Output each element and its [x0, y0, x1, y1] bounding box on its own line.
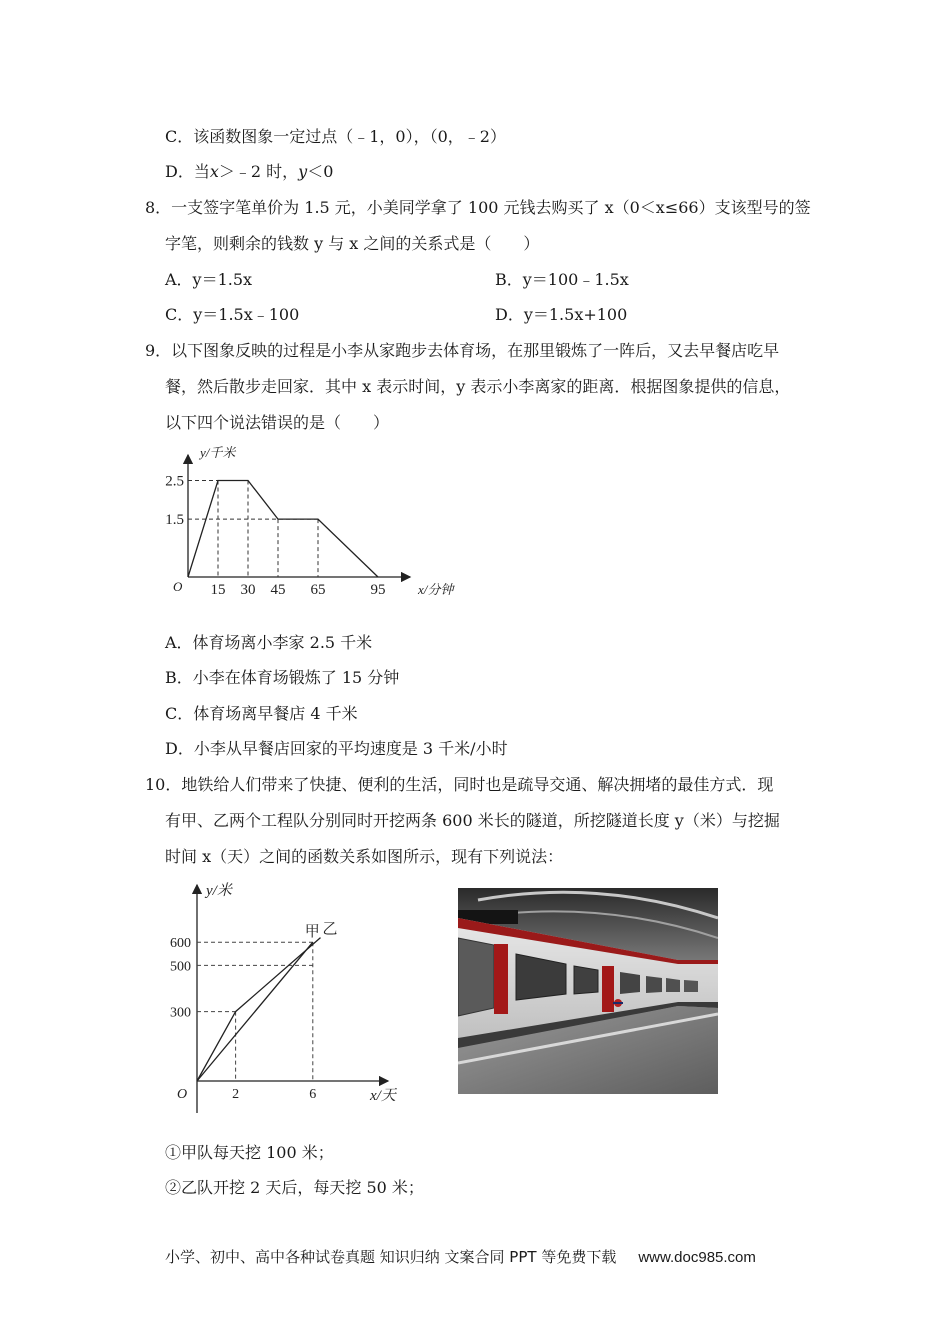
q9-stem-line3: 以下四个说法错误的是（ ） [165, 413, 390, 432]
origin-label: O [177, 1087, 188, 1102]
q8-option-d: D．y＝1.5x+100 [495, 305, 628, 324]
series-label: 乙 [322, 919, 338, 938]
x-tick-label: 6 [309, 1087, 317, 1102]
y-tick-label: 300 [170, 1005, 191, 1021]
x-tick-label: 45 [270, 582, 286, 598]
q10-stem-line3: 时间 x（天）之间的函数关系如图所示，现有下列说法： [165, 847, 564, 866]
series-label: 甲 [304, 922, 320, 941]
q8-option-c: C．y＝1.5x﹣100 [165, 305, 300, 324]
y-tick-label: 2.5 [165, 473, 184, 490]
q9-option-c: C．体育场离早餐店 4 千米 [165, 704, 358, 723]
q10-statement-1: ①甲队每天挖 100 米； [165, 1143, 334, 1162]
q8-option-a: A．y＝1.5x [165, 270, 253, 289]
q10-statement-2: ②乙队开挖 2 天后，每天挖 50 米； [165, 1178, 424, 1197]
q7-option-d: D．当x＞﹣2 时，y＜0 [165, 162, 334, 181]
q8-stem-line1: 8．一支签字笔单价为 1.5 元，小美同学拿了 100 元钱去购买了 x（0＜x≤66）支该型号的签 [145, 198, 811, 217]
q7-option-c: C．该函数图象一定过点（﹣1，0），（0，﹣2） [165, 127, 506, 146]
q9-stem-line1: 9．以下图象反映的过程是小李从家跑步去体育场，在那里锻炼了一阵后，又去早餐店吃早 [145, 341, 780, 360]
x-tick-label: 65 [310, 582, 326, 598]
x-tick-label: 95 [370, 582, 386, 598]
y-tick-label: 500 [170, 959, 191, 975]
x-tick-label: 15 [210, 582, 226, 598]
x-tick-label: 30 [240, 582, 256, 598]
y-tick-label: 600 [170, 936, 191, 952]
x-axis-label: x/分钟 [418, 582, 454, 597]
q9-option-a: A．体育场离小李家 2.5 千米 [165, 633, 373, 652]
q9-option-d: D．小李从早餐店回家的平均速度是 3 千米/小时 [165, 739, 508, 758]
q9-option-b: B．小李在体育场锻炼了 15 分钟 [165, 668, 400, 687]
footer [165, 1246, 756, 1267]
q9-distance-time-graph [160, 440, 470, 610]
series-line [188, 481, 378, 578]
x-tick-label: 2 [232, 1087, 240, 1102]
origin-label: O [173, 579, 183, 594]
q10-stem-line1: 10．地铁给人们带来了快捷、便利的生活，同时也是疏导交通、解决拥堵的最佳方式．现 [145, 775, 774, 794]
y-axis-label: y/米 [206, 883, 232, 899]
footer-text: 小学、初中、高中各种试卷真题 知识归纳 文案合同 PPT 等免费下载 [165, 1248, 617, 1266]
y-axis-label: y/千米 [200, 445, 236, 460]
footer-site-link[interactable]: www.doc985.com [638, 1249, 756, 1266]
q10-stem-line2: 有甲、乙两个工程队分别同时开挖两条 600 米长的隧道，所挖隧道长度 y（米）与挖掘 [165, 811, 780, 830]
q10-tunnel-graph [160, 875, 420, 1115]
y-tick-label: 1.5 [165, 512, 184, 529]
q8-option-b: B．y＝100﹣1.5x [495, 270, 629, 289]
subway-train-photo [458, 888, 718, 1094]
x-axis-label: x/天 [370, 1088, 396, 1104]
q8-stem-line2: 字笔，则剩余的钱数 y 与 x 之间的关系式是（ ） [165, 234, 540, 253]
q9-stem-line2: 餐，然后散步走回家．其中 x 表示时间，y 表示小李离家的距离．根据图象提供的信息， [165, 377, 791, 396]
